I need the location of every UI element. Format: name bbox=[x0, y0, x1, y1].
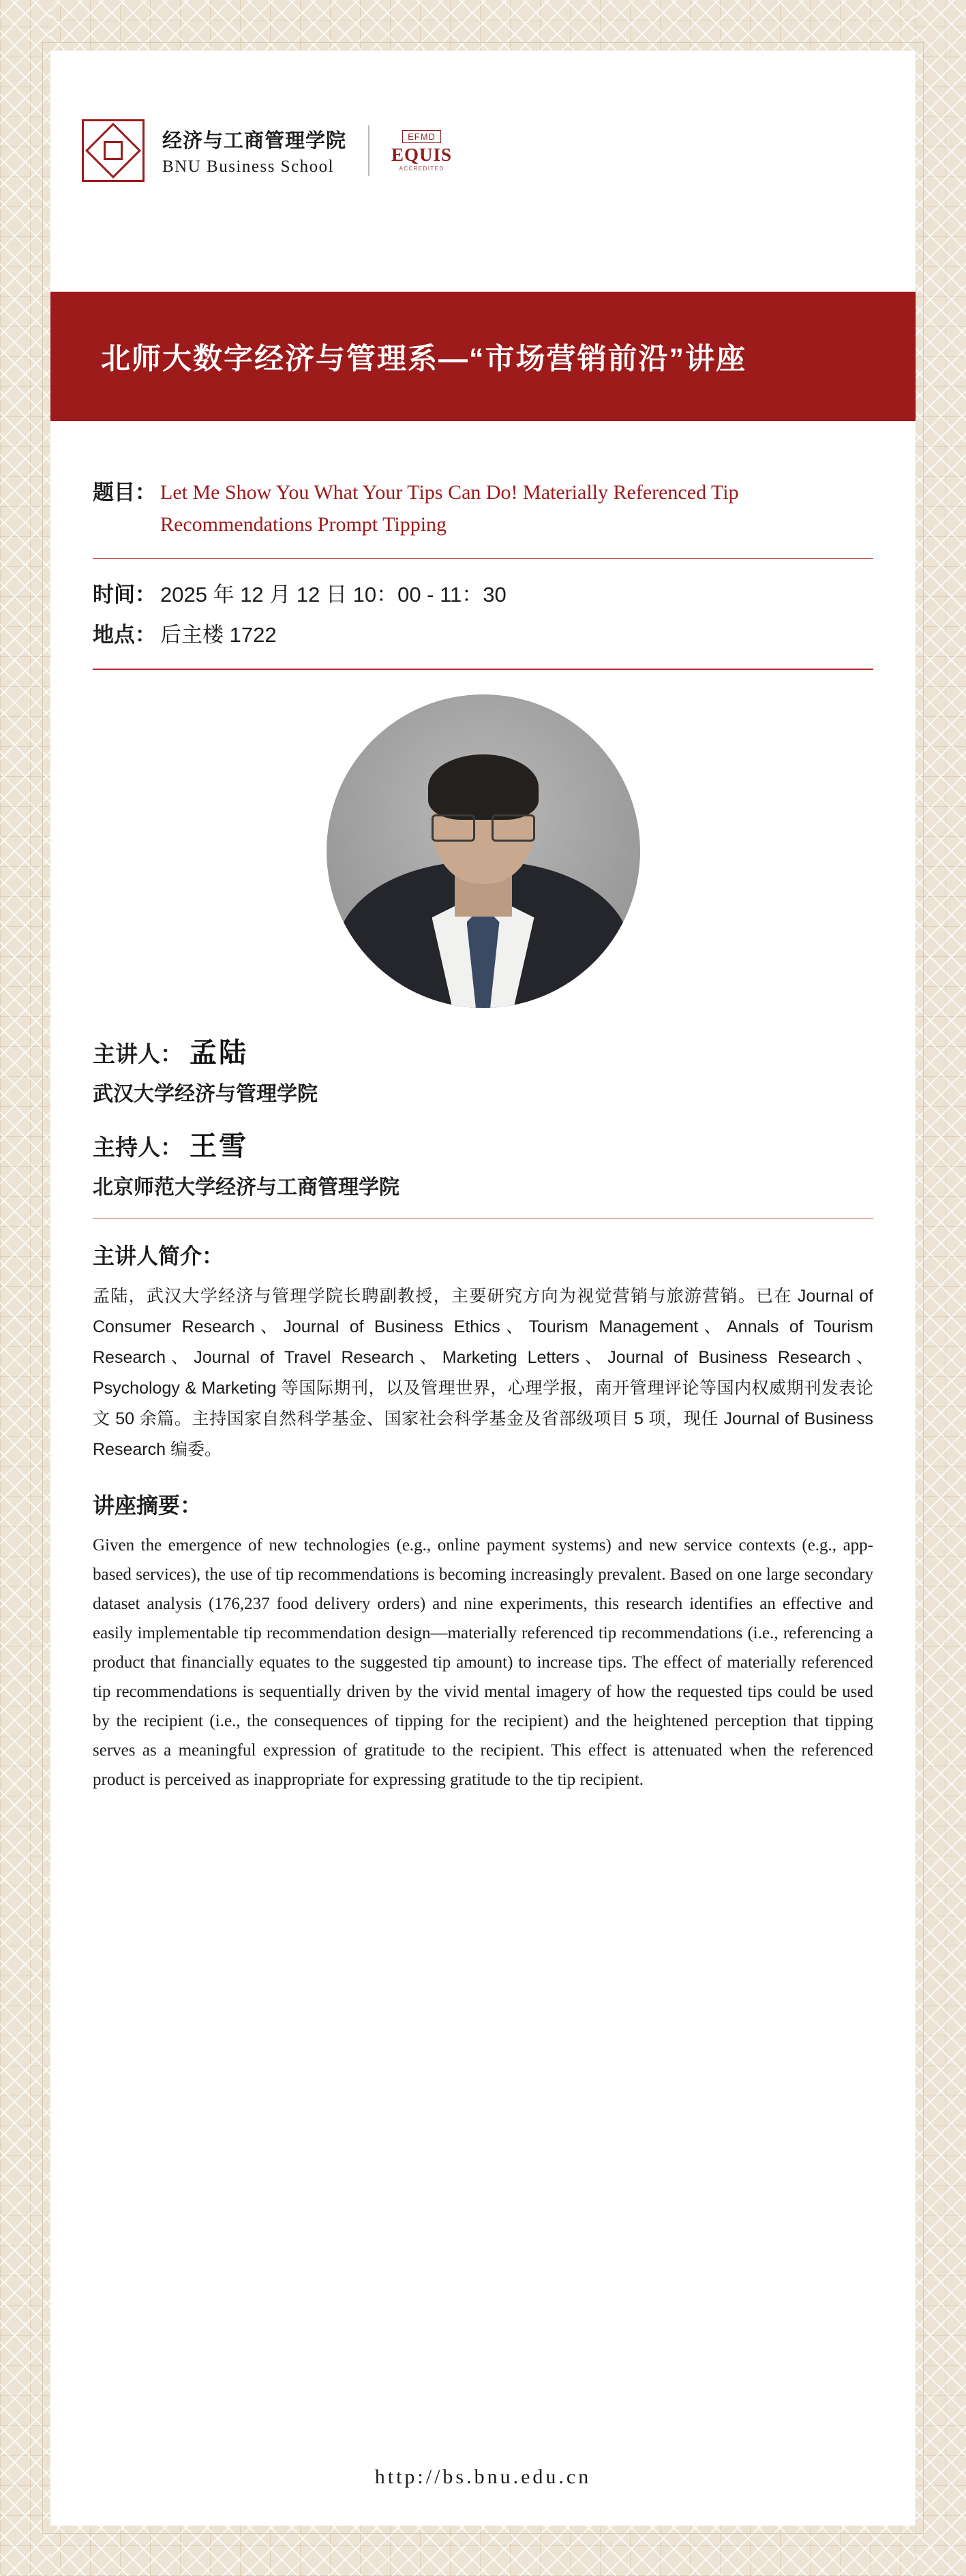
ornamental-border-bottom bbox=[0, 2526, 966, 2576]
ornamental-border-left bbox=[0, 0, 50, 2576]
ornamental-border-right bbox=[916, 0, 966, 2576]
bio-section bbox=[93, 1239, 873, 1465]
abstract-section bbox=[93, 1488, 873, 1794]
place-row bbox=[93, 619, 873, 651]
topic-label: 题目： bbox=[93, 480, 156, 504]
speaker-affiliation: 武汉大学经济与管理学院 bbox=[93, 1083, 318, 1105]
bnu-seal-icon bbox=[82, 119, 145, 182]
speaker-block bbox=[93, 1031, 873, 1107]
time-value: 2025 年 12 月 12 日 10：00 - 11：30 bbox=[160, 583, 507, 607]
poster-content bbox=[93, 477, 873, 1818]
place-value: 后主楼 1722 bbox=[160, 622, 277, 647]
host-block bbox=[93, 1124, 873, 1200]
time-row bbox=[93, 579, 873, 611]
time-label: 时间： bbox=[93, 583, 156, 607]
speaker-portrait bbox=[327, 694, 640, 1008]
equis-accredited-label: ACCREDITED bbox=[399, 165, 444, 172]
brand-header bbox=[82, 119, 452, 182]
efmd-label: EFMD bbox=[402, 130, 441, 143]
divider-under-meta bbox=[93, 669, 873, 670]
divider-under-topic bbox=[93, 558, 873, 559]
speaker-line bbox=[93, 1031, 873, 1070]
footer-url[interactable]: http://bs.bnu.edu.cn bbox=[374, 2466, 592, 2488]
topic-row bbox=[93, 477, 873, 540]
school-name-en: BNU Business School bbox=[162, 157, 335, 176]
banner-title: 北师大数字经济与管理系—“市场营销前沿”讲座 bbox=[101, 342, 746, 375]
ornamental-border-top bbox=[0, 0, 966, 50]
equis-label: EQUIS bbox=[391, 144, 453, 165]
host-affiliation: 北京师范大学经济与工商管理学院 bbox=[93, 1176, 399, 1199]
portrait-hair bbox=[428, 754, 539, 820]
equis-accreditation-logo bbox=[391, 130, 452, 172]
bio-text: 孟陆，武汉大学经济与管理学院长聘副教授，主要研究方向为视觉营销与旅游营销。已在 Journal of Consumer Research、Journal of Business Ethics、Tourism Management、Annals of Tourism Research、Journal of Travel Research、Marketing Letters、Journal of Business Research、Psychology & Marketing 等国际期刊，以及管理世界，心理学报，南开管理评论等国内权威期刊发表论文 50 余篇。主持国家自然科学基金、国家社会科学基金及省部级项目 5 项，现任 Journal of Business Research 编委。 bbox=[93, 1287, 873, 1459]
title-banner bbox=[50, 292, 916, 421]
host-line bbox=[93, 1124, 873, 1163]
speaker-name: 孟陆 bbox=[190, 1038, 248, 1068]
abstract-text: Given the emergence of new technologies (e.g., online payment systems) and new service contexts (e.g., app-based services), the use of tip recommendations is becoming increasingly prevalent. Based on one large secondary dataset analysis (176,237 food delivery orders) and nine experiments, this research identifies an effective and easily implementable tip recommendation design—materially referenced tip recommendations (i.e., referencing a product that financially equates to the suggested tip amount) to increase tips. The effect of materially referenced tip recommendations is sequentially driven by the vivid mental imagery of how the requested tips could be used by the recipient (i.e., the consequences of tipping for the recipient) and the heightened perception that tipping serves as a meaningful expression of gratitude to the recipient. This effect is attenuated when the referenced product is perceived as inappropriate for expressing gratitude to the tip recipient. bbox=[93, 1536, 873, 1789]
place-label: 地点： bbox=[93, 622, 156, 647]
bio-title: 主讲人简介： bbox=[93, 1244, 224, 1268]
topic-value: Let Me Show You What Your Tips Can Do! Materially Referenced Tip Recommendations Prompt Tipping bbox=[160, 481, 739, 536]
brand-text bbox=[162, 125, 346, 177]
school-name-cn: 经济与工商管理学院 bbox=[162, 129, 347, 152]
host-role-label: 主持人： bbox=[93, 1135, 183, 1160]
glasses-icon bbox=[432, 814, 535, 840]
speaker-role-label: 主讲人： bbox=[93, 1041, 183, 1067]
logo-divider bbox=[368, 125, 369, 176]
host-name: 王雪 bbox=[190, 1131, 248, 1161]
abstract-title: 讲座摘要： bbox=[93, 1493, 202, 1518]
speaker-portrait-wrap bbox=[93, 694, 873, 1008]
event-meta bbox=[93, 579, 873, 651]
